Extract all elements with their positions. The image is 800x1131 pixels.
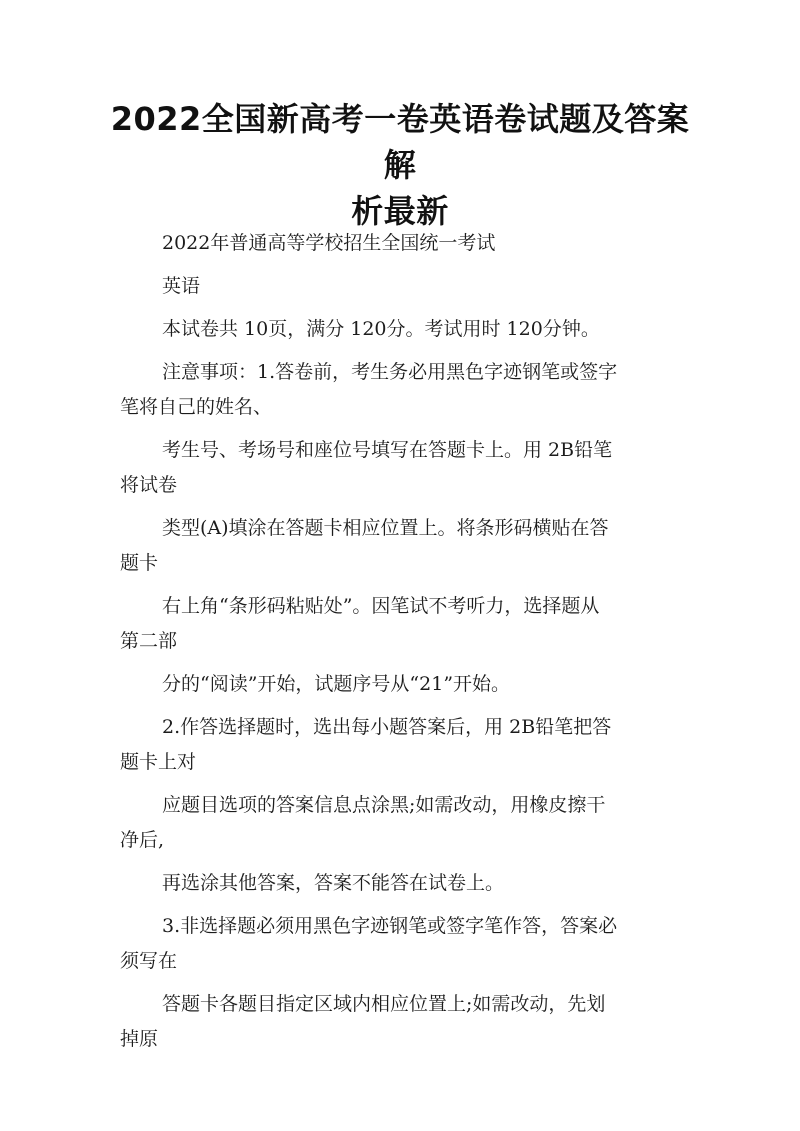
notice-line-3b: 题卡 bbox=[120, 552, 159, 574]
title-line-1: 2022全国新高考一卷英语卷试题及答案解 bbox=[110, 100, 690, 184]
notice-line-8: 再选涂其他答案，答案不能答在试卷上。 bbox=[162, 872, 505, 894]
notice-line-7a: 应题目选项的答案信息点涂黑;如需改动，用橡皮擦干 bbox=[162, 794, 606, 816]
exam-info-line: 本试卷共 10页，满分 120分。考试用时 120分钟。 bbox=[162, 318, 600, 340]
notice-line-2a: 考生号、考场号和座位号填写在答题卡上。用 2B铅笔 bbox=[162, 439, 613, 461]
title-line-2: 析最新 bbox=[351, 192, 449, 230]
notice-line-4a: 右上角“条形码粘贴处”。因笔试不考听力，选择题从 bbox=[162, 595, 600, 617]
notice-line-1b: 笔将自己的姓名、 bbox=[120, 396, 273, 418]
notice-line-3a: 类型(A)填涂在答题卡相应位置上。将条形码横贴在答 bbox=[162, 517, 609, 539]
notice-line-7b: 净后, bbox=[120, 829, 165, 851]
notice-line-1a: 注意事项：1.答卷前，考生务必用黑色字迹钢笔或签字 bbox=[162, 361, 618, 383]
document-body bbox=[120, 226, 680, 1057]
notice-line-2b: 将试卷 bbox=[120, 474, 178, 496]
notice-line-9b: 须写在 bbox=[120, 950, 178, 972]
notice-line-10a: 答题卡各题目指定区域内相应位置上;如需改动，先划 bbox=[162, 993, 606, 1015]
notice-line-4b: 第二部 bbox=[120, 630, 178, 652]
notice-line-9a: 3.非选择题必须用黑色字迹钢笔或签字笔作答，答案必 bbox=[162, 915, 618, 937]
notice-line-6b: 题卡上对 bbox=[120, 751, 197, 773]
notice-line-10b: 掉原 bbox=[120, 1028, 159, 1050]
document-title bbox=[100, 96, 700, 234]
notice-line-6a: 2.作答选择题时，选出每小题答案后，用 2B铅笔把答 bbox=[162, 716, 612, 738]
subject-line: 英语 bbox=[162, 275, 201, 297]
notice-line-5: 分的“阅读”开始，试题序号从“21”开始。 bbox=[162, 673, 511, 695]
exam-heading-line: 2022年普通高等学校招生全国统一考试 bbox=[162, 232, 496, 254]
